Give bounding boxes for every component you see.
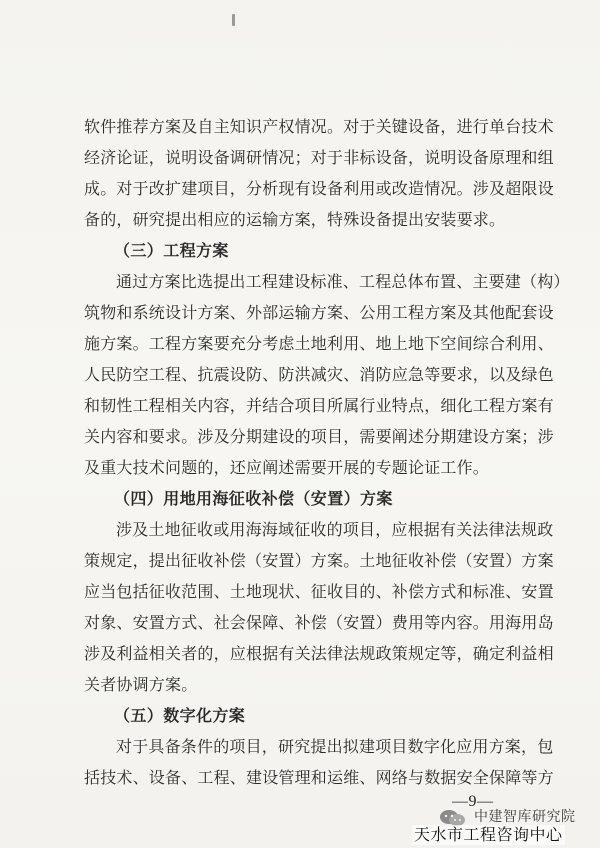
paragraph-line: 软件推荐方案及自主知识产权情况。对于关键设备，进行单台技术 (84, 117, 554, 136)
section-heading-4: （四）用地用海征收补偿（安置）方案 (114, 489, 393, 508)
paragraph-line: 筑物和系统设计方案、外部运输方案、公用工程方案及其他配套设 (84, 303, 554, 322)
section-heading-3: （三）工程方案 (114, 241, 229, 260)
paragraph-line: 成。对于改扩建项目，分析现有设备利用或改造情况。涉及超限设 (84, 179, 554, 198)
paragraph-line: 施方案。工程方案要充分考虑土地利用、地上地下空间综合利用、 (84, 334, 554, 353)
paragraph-line: 涉及利益相关者的，应根据有关法律法规政策规定等，确定利益相 (84, 644, 554, 663)
watermark-source-text: 中建智库研究院 (474, 809, 576, 825)
watermark-org-text: 天水市工程咨询中心 (414, 825, 563, 844)
paragraph-line: 经济论证，说明设备调研情况；对于非标设备，说明设备原理和组 (84, 148, 554, 167)
paragraph-line: 括技术、设备、工程、建设管理和运维、网络与数据安全保障等方 (84, 768, 554, 787)
page-number: —9— (452, 793, 494, 810)
paragraph-line: 和韧性工程相关内容，并结合项目所属行业特点，细化工程方案有 (84, 396, 554, 415)
binding-mark (232, 14, 235, 26)
paragraph-line: 通过方案比选提出工程建设标准、工程总体布置、主要建（构） (116, 272, 570, 291)
paragraph-line: 对象、安置方式、社会保障、补偿（安置）费用等内容。用海用岛 (84, 613, 554, 632)
paragraph-line: 及重大技术问题的，还应阐述需要开展的专题论证工作。 (84, 458, 490, 477)
paragraph-line: 关者协调方案。 (84, 675, 198, 694)
paragraph-line: 策规定，提出征收补偿（安置）方案。土地征收补偿（安置）方案 (84, 551, 554, 570)
paragraph-line: 关内容和要求。涉及分期建设的项目，需要阐述分期建设方案；涉 (84, 427, 554, 446)
paragraph-line: 应当包括征收范围、土地现状、征收目的、补偿方式和标准、安置 (84, 582, 554, 601)
paragraph-line: 涉及土地征收或用海海域征收的项目，应根据有关法律法规政 (116, 520, 554, 539)
paragraph-line: 对于具备条件的项目，研究提出拟建项目数字化应用方案，包 (116, 737, 554, 756)
paragraph-line: 人民防空工程、抗震设防、防洪减灾、消防应急等要求，以及绿色 (84, 365, 554, 384)
paragraph-line: 备的，研究提出相应的运输方案，特殊设备提出安装要求。 (84, 210, 506, 229)
section-heading-5: （五）数字化方案 (114, 706, 246, 725)
